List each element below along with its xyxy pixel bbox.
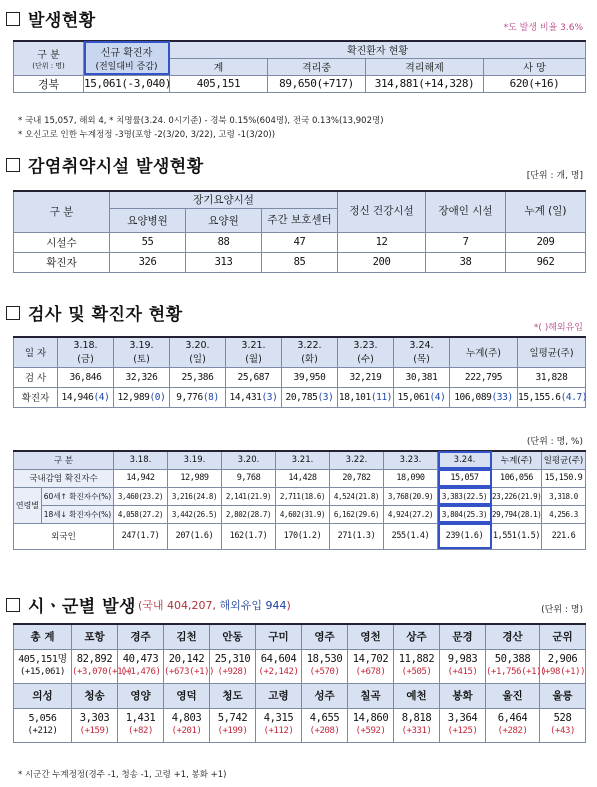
region-count: [118, 708, 164, 742]
region-total: 11,882: [398, 653, 435, 665]
region-delta: (+570): [309, 667, 340, 677]
header-date: 3.19.: [168, 451, 222, 469]
region-count: [348, 708, 394, 742]
region-name: 상주: [394, 624, 440, 649]
region-total: 4,803: [171, 712, 202, 724]
region-total: 6,464: [497, 712, 528, 724]
row-label-60-plus: 60세↑ 확진자수(%): [42, 487, 114, 505]
header-category: 구 분: [14, 191, 110, 232]
header-date: 3.22.: [330, 451, 384, 469]
region-delta: (+331): [401, 726, 432, 736]
region-delta: (+1,756(+1)): [486, 667, 547, 677]
cell-value: 271(1.3): [330, 523, 384, 549]
row-label-domestic: 국내감염 확진자수: [14, 469, 114, 487]
header-mental-health: 정신 건강시설: [338, 191, 426, 232]
cell-value: 15,061(4): [394, 387, 450, 407]
region-count: [118, 649, 164, 683]
unit-label: (단위 : 명): [541, 605, 583, 615]
region-delta: (+3,070(+1)): [72, 667, 133, 677]
cell-value: 32,219: [338, 367, 394, 387]
region-delta: (+592): [355, 726, 386, 736]
region-name: 영천: [348, 624, 394, 649]
section-vulnerable-facilities: [6, 152, 204, 177]
cell-value: 207(1.6): [168, 523, 222, 549]
region-total: 25,310: [214, 653, 251, 665]
section-title: 검사 및 확진자 현황: [28, 305, 183, 325]
city-county-table: [13, 623, 586, 743]
header-released: 격리해제: [366, 58, 484, 75]
region-count: [72, 649, 133, 683]
cell-value: 209: [506, 232, 586, 252]
cell-value: 32,326: [114, 367, 170, 387]
region-total: 8,818: [401, 712, 432, 724]
region-delta: (+43): [549, 726, 576, 736]
region-name: 칠곡: [348, 683, 394, 708]
section-title: 시ㆍ군별 발생: [28, 597, 136, 617]
cell-value: 2,141(21.9): [222, 487, 276, 505]
region-count: [256, 708, 302, 742]
header-day-care: 주간 보호센터: [262, 208, 338, 232]
cell-value: 4,924(27.2): [384, 505, 438, 523]
region-delta: (+15,061): [19, 667, 66, 677]
cell-value: 239(1.6): [438, 523, 492, 549]
cell-value: 12,989(0): [114, 387, 170, 407]
cell-value: 4,524(21.8): [330, 487, 384, 505]
header-nursing-hospital: 요양병원: [110, 208, 186, 232]
row-label-confirmed: 확진자: [14, 252, 110, 272]
note-correction: * 오신고로 인한 누계정정 -3명(포항 -2(3/20, 3/22), 고령 -1(3/20)): [18, 130, 276, 140]
cell-value: 12,989: [168, 469, 222, 487]
cell-value: 7: [426, 232, 506, 252]
region-name: 구미: [256, 624, 302, 649]
region-count: [540, 708, 586, 742]
region-count: [348, 649, 394, 683]
region-total: 2,906: [547, 653, 578, 665]
cell-value: 15,057: [438, 469, 492, 487]
province-ratio-note: *도 발생 비율 3.6%: [503, 23, 583, 33]
cell-value: 3,768(20.9): [384, 487, 438, 505]
region-delta: (+112): [263, 726, 294, 736]
region-total: 50,388: [494, 653, 531, 665]
region-total: 3,364: [447, 712, 478, 724]
region-delta: (+1,476): [120, 667, 161, 677]
region-count: [164, 708, 210, 742]
unit-label: (단위 : 명, %): [526, 437, 583, 447]
cell-value: 221.6: [542, 523, 586, 549]
region-name: 예천: [394, 683, 440, 708]
cell-value: 222,795: [450, 367, 518, 387]
cell-value: 29,794(28.1): [492, 505, 542, 523]
region-name: 안동: [210, 624, 256, 649]
cell-value: 39,950: [282, 367, 338, 387]
cell-value: 200: [338, 252, 426, 272]
cell-value: 14,946(4): [58, 387, 114, 407]
section-outbreak-status: [6, 6, 96, 31]
cell-value: 4,256.3: [542, 505, 586, 523]
region-count: [394, 649, 440, 683]
region-name: 경산: [486, 624, 540, 649]
section-title: 발생현황: [28, 11, 96, 31]
section-checkbox-icon: [6, 598, 20, 612]
region-name: 영주: [302, 624, 348, 649]
region-total: 9,983: [447, 653, 478, 665]
region-delta: (+415): [447, 667, 478, 677]
cell-value: 23,226(21.9): [492, 487, 542, 505]
cell-value: 247(1.7): [114, 523, 168, 549]
region-total: 4,655: [309, 712, 340, 724]
row-label: 경북: [14, 75, 84, 92]
header-category: 구 분 (단위 : 명): [14, 41, 84, 75]
cell-value: 15,155.6(4.7): [518, 387, 586, 407]
region-name: 고령: [256, 683, 302, 708]
header-new-cases: 신규 확진자 (전일대비 증감): [84, 41, 170, 75]
note-fatality: * 국내 15,057, 해외 4, * 치명률(3.24. 0시기준) - 경북 0.15%(604명), 전국 0.13%(13,902명): [18, 116, 384, 126]
region-count: [210, 708, 256, 742]
cell-value: 2,711(18.6): [276, 487, 330, 505]
region-delta: (+208): [309, 726, 340, 736]
new-cases-value: 15,061(-3,040): [84, 77, 172, 90]
section-checkbox-icon: [6, 158, 20, 172]
region-delta: (+212): [27, 726, 58, 736]
header-date-cell: 3.24. (목): [394, 337, 450, 367]
section-title: 감염취약시설 발생현황: [28, 157, 204, 177]
cell-value: 55: [110, 232, 186, 252]
header-date: 3.20.: [222, 451, 276, 469]
row-label-age: 연령별: [14, 487, 42, 523]
region-name: 의성: [14, 683, 72, 708]
cell-value: 106,089(33): [450, 387, 518, 407]
region-name: 영양: [118, 683, 164, 708]
region-delta: (+98(+1)): [540, 667, 586, 677]
header-disabled-facility: 장애인 시설: [426, 191, 506, 232]
region-delta: (+125): [447, 726, 478, 736]
title-domestic-overseas: (국내 404,207, 해외유입 944): [137, 598, 291, 612]
deaths-value: 620(+16): [484, 75, 586, 92]
header-date-cell: 3.22. (화): [282, 337, 338, 367]
cell-value: 9,768: [222, 469, 276, 487]
row-label-tests: 검 사: [14, 367, 58, 387]
region-count: [72, 708, 118, 742]
header-cumulative-week: 누계(주): [450, 337, 518, 367]
cell-value: 15,150.9: [542, 469, 586, 487]
cell-value: 326: [110, 252, 186, 272]
cell-value: 20,782: [330, 469, 384, 487]
cell-value: 18,090: [384, 469, 438, 487]
cell-value: 3,804(25.3): [438, 505, 492, 523]
region-total: 4,315: [263, 712, 294, 724]
header-daily-average: 일평균(주): [542, 451, 586, 469]
region-total: 14,702: [352, 653, 389, 665]
header-cumulative: 누계 (일): [506, 191, 586, 232]
header-daily-average: 일평균(주): [518, 337, 586, 367]
region-count: [14, 649, 72, 683]
region-count: [256, 649, 302, 683]
isolated-value: 89,650(+717): [268, 75, 366, 92]
header-date-cell: 3.19. (토): [114, 337, 170, 367]
region-total: 1,431: [125, 712, 156, 724]
region-count: [302, 649, 348, 683]
region-delta: (+82): [127, 726, 154, 736]
header-date-cell: 3.18. (금): [58, 337, 114, 367]
header-longterm-care: 장기요양시설: [110, 191, 338, 208]
region-total: 14,860: [352, 712, 389, 724]
region-total: 64,604: [260, 653, 297, 665]
cell-value: 3,383(22.5): [438, 487, 492, 505]
section-city-county: [6, 592, 291, 617]
age-breakdown-table: [13, 450, 586, 550]
cell-value: 18,101(11): [338, 387, 394, 407]
overseas-note: *( )해외유입: [533, 323, 583, 333]
header-date: 3.21.: [276, 451, 330, 469]
region-delta: (+928): [217, 667, 248, 677]
row-label-confirmed: 확진자: [14, 387, 58, 407]
cell-value: 31,828: [518, 367, 586, 387]
region-count: [486, 649, 547, 683]
cell-value: 14,431(3): [226, 387, 282, 407]
outbreak-status-table: [13, 40, 586, 93]
cell-value: 162(1.7): [222, 523, 276, 549]
tests-confirmed-table: [13, 336, 586, 408]
header-deaths: 사 망: [484, 58, 586, 75]
cell-value: 313: [186, 252, 262, 272]
cell-value: 30,381: [394, 367, 450, 387]
header-category: 구 분: [14, 451, 114, 469]
cell-value: 36,846: [58, 367, 114, 387]
cell-value: 25,386: [170, 367, 226, 387]
header-date-cell: 3.20. (일): [170, 337, 226, 367]
region-total: 528: [553, 712, 572, 724]
region-count: [540, 649, 586, 683]
cell-value: 25,687: [226, 367, 282, 387]
region-total: 5,742: [217, 712, 248, 724]
cell-value: 3,216(24.8): [168, 487, 222, 505]
cell-value: 47: [262, 232, 338, 252]
released-value: 314,881(+14,328): [366, 75, 484, 92]
header-cumulative-week: 누계(주): [492, 451, 542, 469]
region-total: 18,530: [306, 653, 343, 665]
region-name: 봉화: [440, 683, 486, 708]
region-name: 경주: [118, 624, 164, 649]
region-name: 문경: [440, 624, 486, 649]
region-count: [302, 708, 348, 742]
region-count: [210, 649, 256, 683]
cell-value: 12: [338, 232, 426, 252]
region-total: 40,473: [122, 653, 159, 665]
cell-value: 9,776(8): [170, 387, 226, 407]
cell-value: 14,942: [114, 469, 168, 487]
region-count: [440, 708, 486, 742]
cell-value: 20,785(3): [282, 387, 338, 407]
region-name: 울릉: [540, 683, 586, 708]
header-date: 3.23.: [384, 451, 438, 469]
header-date-highlight: 3.24.: [438, 451, 492, 469]
header-total: 계: [170, 58, 268, 75]
region-delta: (+678): [355, 667, 386, 677]
cell-value: 962: [506, 252, 586, 272]
cell-value: 14,428: [276, 469, 330, 487]
cell-value: 1,551(1.5): [492, 523, 542, 549]
region-delta: (+2,142): [258, 667, 299, 677]
cell-value: 3,460(23.2): [114, 487, 168, 505]
section-tests-confirmed: [6, 300, 183, 325]
region-name: 군위: [540, 624, 586, 649]
region-name: 청송: [72, 683, 118, 708]
vulnerable-facilities-table: [13, 190, 586, 273]
region-delta: (+505): [401, 667, 432, 677]
region-name: 영덕: [164, 683, 210, 708]
header-status: 확진환자 현황: [170, 41, 586, 58]
region-count: [164, 649, 215, 683]
region-name: 울진: [486, 683, 540, 708]
region-delta: (+159): [79, 726, 110, 736]
region-name: 포항: [72, 624, 118, 649]
region-name: 성주: [302, 683, 348, 708]
cell-value: 3,318.0: [542, 487, 586, 505]
cell-value: 255(1.4): [384, 523, 438, 549]
cell-value: 85: [262, 252, 338, 272]
section-checkbox-icon: [6, 306, 20, 320]
cell-value: 6,162(29.6): [330, 505, 384, 523]
region-count: [394, 708, 440, 742]
region-total: 82,892: [76, 653, 113, 665]
cell-value: 106,056: [492, 469, 542, 487]
cell-value: 88: [186, 232, 262, 252]
row-label-18-minus: 18세↓ 확진자수(%): [42, 505, 114, 523]
region-count: [440, 649, 486, 683]
region-name: 총 계: [14, 624, 72, 649]
cell-value: 4,602(31.9): [276, 505, 330, 523]
cell-value: 38: [426, 252, 506, 272]
note-county-correction: * 시군간 누계정정(경주 -1, 청송 -1, 고령 +1, 봉화 +1): [18, 770, 227, 780]
cell-value: 170(1.2): [276, 523, 330, 549]
region-total: 3,303: [79, 712, 110, 724]
cell-value: 3,442(26.5): [168, 505, 222, 523]
region-name: 청도: [210, 683, 256, 708]
region-total: 20,142: [168, 653, 205, 665]
region-total: 405,151명: [18, 654, 67, 665]
region-count: [14, 708, 72, 742]
region-name: 김천: [164, 624, 210, 649]
region-total: 5,056: [28, 713, 57, 724]
header-date-cell: 3.21. (월): [226, 337, 282, 367]
header-date: 일 자: [14, 337, 58, 367]
header-date-cell: 3.23. (수): [338, 337, 394, 367]
row-label-facilities: 시설수: [14, 232, 110, 252]
region-count: [486, 708, 540, 742]
header-nursing-home: 요양원: [186, 208, 262, 232]
region-delta: (+199): [217, 726, 248, 736]
row-label-foreigner: 외국인: [14, 523, 114, 549]
region-delta: (+673(+1)): [164, 667, 215, 677]
region-delta: (+201): [171, 726, 202, 736]
section-checkbox-icon: [6, 12, 20, 26]
cell-value: 2,802(28.7): [222, 505, 276, 523]
region-delta: (+282): [497, 726, 528, 736]
cell-value: 4,058(27.2): [114, 505, 168, 523]
header-isolated: 격리중: [268, 58, 366, 75]
header-date: 3.18.: [114, 451, 168, 469]
total-value: 405,151: [170, 75, 268, 92]
unit-label: [단위 : 개, 명]: [526, 171, 583, 181]
